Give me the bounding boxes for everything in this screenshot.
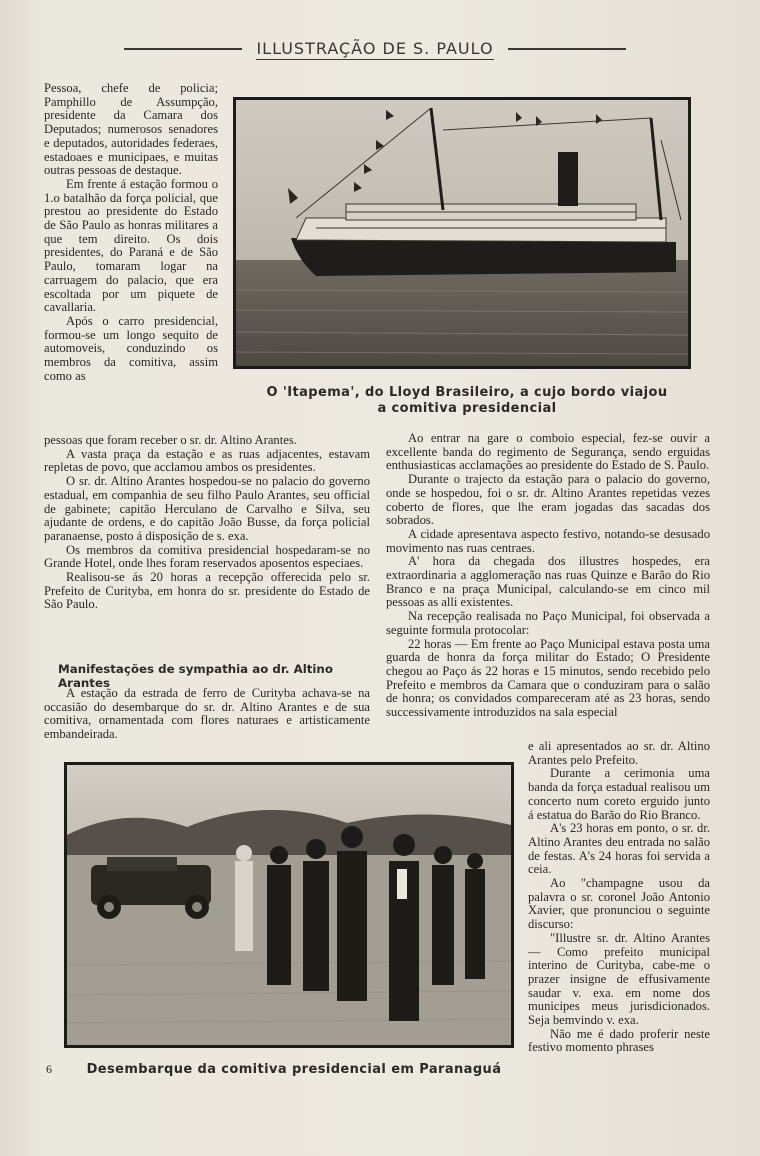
paragraph: Ao "champagne usou da palavra o sr. coronel João Antonio Xavier, que pronunciou o seguinte discurso: — [528, 876, 710, 932]
page-header — [110, 36, 640, 62]
paragraph: A cidade apresentava aspecto festivo, notando-se desusado movimento nas ruas centraes. — [386, 526, 710, 555]
paragraph: Os membros da comitiva presidencial hospedaram-se no Grande Hotel, onde lhes foram reservados aposentos especiaes. — [44, 542, 370, 571]
paragraph: Durante a cerimonia uma banda da força estadual realisou um concerto num coreto erguido junto á estatua do Barão do Rio Branco. — [528, 766, 710, 822]
ship-caption: O 'Itapema', do Lloyd Brasileiro, a cujo bordo viajou a comitiva presidencial — [266, 385, 668, 416]
paragraph: A' hora da chegada dos illustres hospedes, era extraordinaria a agglomeração nas ruas Quinze e Barão do Rio Branco e na praça Municipal, calculando-se em cinco mil pessoas as alli existentes. — [386, 554, 710, 610]
paragraph: Ao entrar na gare o comboio especial, fez-se ouvir a excellente banda do regimento de Segurança, sendo erguidas enthusiasticas acclamações ao presidente do Estado de S. Paulo. — [386, 431, 710, 473]
paragraph: 22 horas — Em frente ao Paço Municipal estava posta uma guarda de honra da força militar do Estado; O Presidente chegou ao Paço ás 22 horas e 15 minutos, sendo recebido pelo Prefeito e membros da Camara que o conduziram para o salão de honra; os convidados compareceram até as 23 horas, sendo successivamente introduzidos na sala especial — [386, 636, 710, 720]
paragraph: A estação da estrada de ferro de Curityba achava-se na occasião do desembarque do sr. dr. Altino Arantes e de sua comitiva, ornamentada com flores naturaes e artisticamente embandeirada. — [44, 686, 370, 742]
col1-after-text — [44, 687, 370, 742]
col2-text — [386, 432, 710, 720]
paragraph: Em frente á estação formou o 1.o batalhão da força policial, que prestou ao presidente do Estado de São Paulo as honras militares a que tem direito. Os dois presidentes, do Paraná e de São Paulo, tomaram logar na carruagem do palacio, que era escoltada por um piquete de cavallaria. — [44, 176, 218, 315]
paragraph: pessoas que foram receber o sr. dr. Altino Arantes. — [44, 433, 297, 447]
paragraph: Após o carro presidencial, formou-se um longo sequito de automoveis, conduzindo os membros da comitiva, assim como as — [44, 313, 218, 383]
header-rule-left — [124, 48, 242, 50]
group-caption: Desembarque da comitiva presidencial em Paranaguá — [86, 1062, 502, 1077]
paragraph: Durante o trajecto da estação para o palacio do governo, onde se hospedou, foi o sr. dr. Altino Arantes repetidas vezes coberto de flores, que lhe eram jogadas das sacadas dos sobrados. — [386, 472, 710, 528]
col1-text — [44, 434, 370, 612]
ship-illustration — [236, 100, 688, 366]
paragraph: "Illustre sr. dr. Altino Arantes — Como prefeito municipal interino de Curityba, cabe-me o prazer insigne de effusivamente saudar v. exa. em nome dos municipes meus jurisdicionados. Seja bemvindo v. exa. — [528, 930, 710, 1028]
col1-top-text — [44, 82, 218, 383]
section-subheading: Manifestações de sympathia ao dr. Altino Arantes — [58, 662, 333, 690]
paragraph: Não me é dado proferir neste festivo momento phrases — [528, 1026, 710, 1055]
page-title: ILLUSTRAÇÃO DE S. PAULO — [256, 38, 494, 58]
paragraph: Realisou-se ás 20 horas a recepção offerecida pelo sr. Prefeito de Curityba, em honra do sr. presidente do Estado de São Paulo. — [44, 570, 370, 612]
paragraph: Na recepção realisada no Paço Municipal, foi observada a seguinte formula protocolar: — [386, 609, 710, 637]
paragraph: e ali apresentados ao sr. dr. Altino Arantes pelo Prefeito. — [528, 739, 710, 767]
paragraph: Pessoa, chefe de policia; Pamphillo de Assumpção, presidente da Camara dos Deputados; numerosos senadores e deputados, autoridades federaes, estadoaes e municipaes, e muitas outras pessoas de destaque. — [44, 81, 218, 178]
ship-photo — [233, 97, 691, 369]
paragraph: A's 23 horas em ponto, o sr. dr. Altino Arantes deu entrada no salão de festas. A's 24 horas foi servida a ceia. — [528, 821, 710, 877]
col2-narrow-text — [528, 740, 710, 1055]
paragraph: O sr. dr. Altino Arantes hospedou-se no palacio do governo estadual, em companhia de seu filho Paulo Arantes, seu official de gabinete; capitão Herculano de Carvalho e Silva, seu ajudante de ordens, e do capitão João Busse, da força policial paranaense, posto á disposição de s. exa. — [44, 474, 370, 543]
group-photo — [64, 762, 514, 1048]
group-illustration — [67, 765, 511, 1045]
paragraph: A vasta praça da estação e as ruas adjacentes, estavam repletas de povo, que acclamou ambos os presidentes. — [44, 446, 370, 475]
header-rule-right — [508, 48, 626, 50]
page-number: 6 — [46, 1062, 52, 1076]
